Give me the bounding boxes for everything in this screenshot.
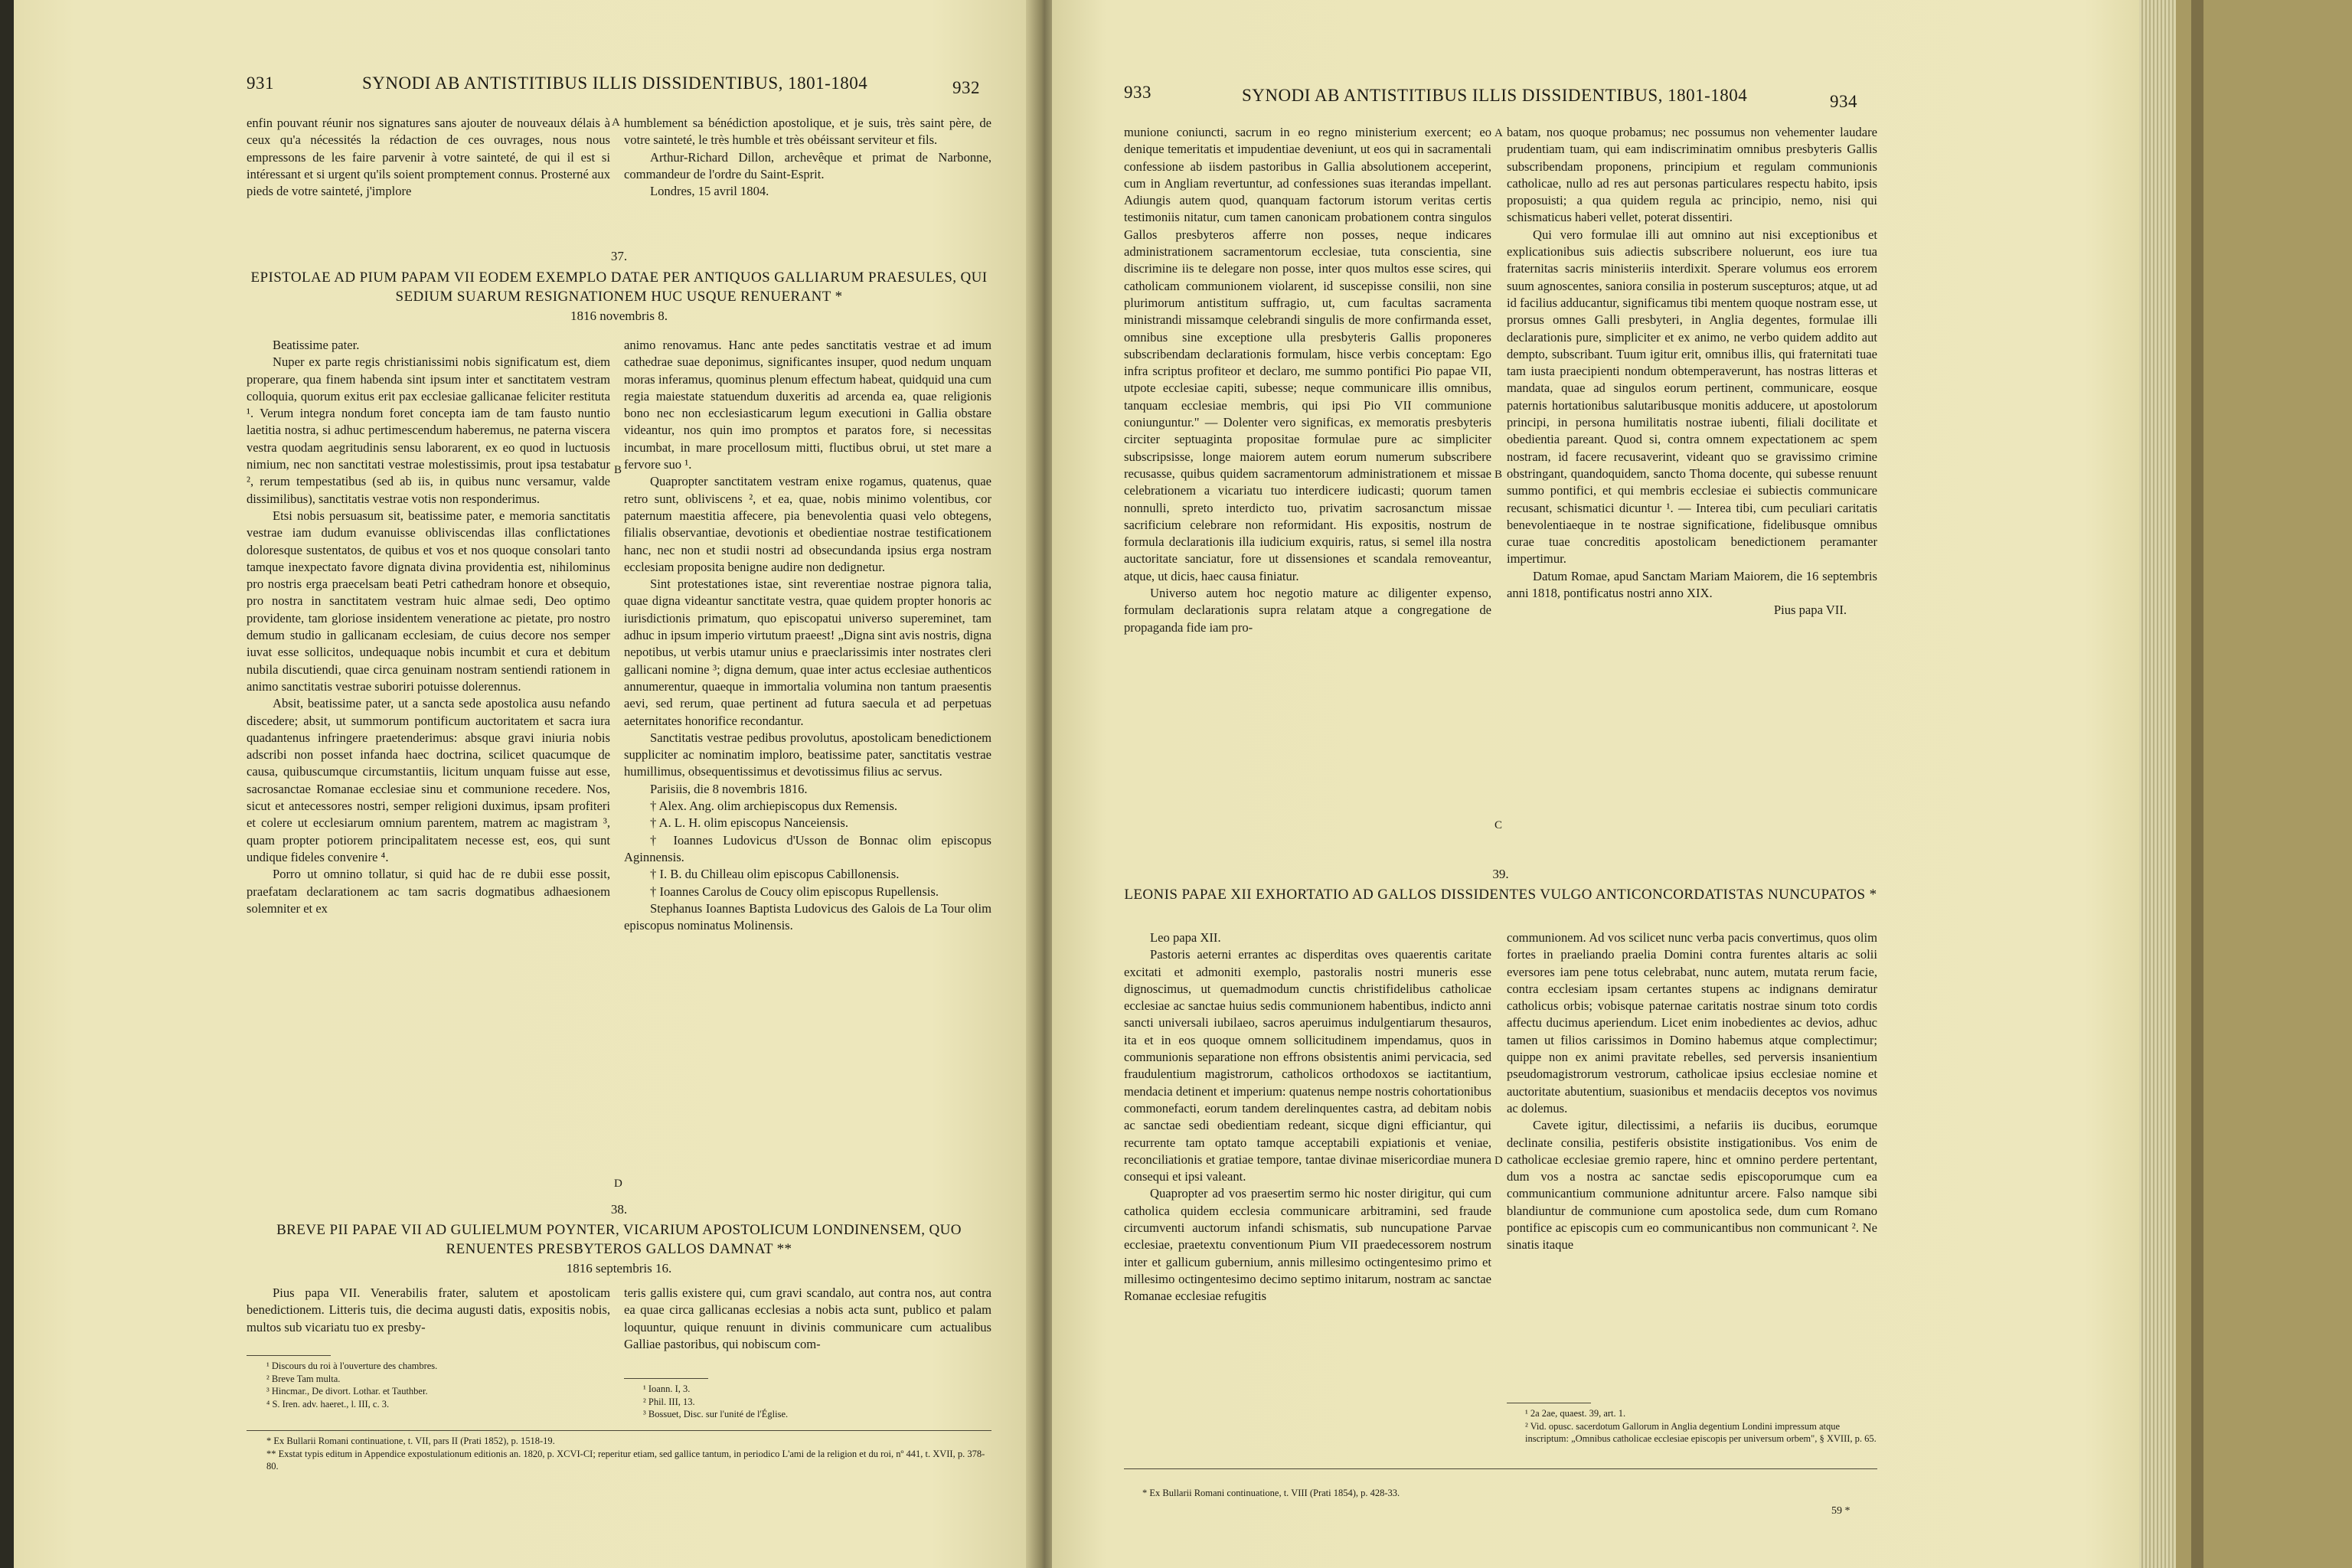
doc-37-col2	[624, 337, 991, 934]
running-title-right: SYNODI AB ANTISTITIBUS ILLIS DISSIDENTIBUS, 1801-1804	[1242, 86, 1748, 105]
dillon-signature: Arthur-Richard Dillon, archevêque et primat de Narbonne, commandeur de l'ordre du Saint-Esprit.	[624, 149, 991, 181]
margin-marker-a: A	[612, 116, 620, 129]
footnotes-right	[1507, 1407, 1877, 1446]
doc-38-col2	[624, 1285, 991, 1353]
doc-38-number: 38.	[610, 1202, 628, 1217]
paragraph: munione coniuncti, sacrum in eo regno ministerium exercent; eo denique temeritatis et impudentiae deveniunt, ut eos qui in sacramentali confessione ab iisdem pastoribus in Gallia absolutionem acceperint, cum in Angliam revertuntur, ad confessiones suas iterandas impellant. Adiungis autem quod, quanquam factorum istorum veritas certis testimoniis nitatur, cum tamen canonicam probationem contra singulos Gallos presbyteros afferre non posses, neque indicares administrationem sacramentorum ecclesiae, tuta conscientia, sine discrimine iis te delegare non posse, inter quos multos esse scires, qui catholicam communionem violarent, id suscepisse consilii, non sine plurimorum antistitum suffragio, ut, cum facultas sacramenta ministrandi missamque celebrandi singulis de more confirmanda esset, omnibus sine exceptione ulla presbyteris Gallis proponeres subscribendam declarationis formulam, hisce verbis conceptam: Ego infra scriptus profiteor et declaro, me summo pontifici Pio papae VII, utpote ecclesiae capiti, subesse; neque communicare illis omnibus, tanquam ecclesiae membris, qui ipsi Pio VII communione coniunguntur." — Dolenter vero significas, ex memoratis presbyteris circiter septuaginta propositae formulae pure ac simpliciter subscripsisse, longe maiorem autem eorum numerum subscribere recusasse, quibus quidem sacramentorum administrationem et missae celebrationem a vicariatu tuo interdicere iudicasti; quorum tamen nonnulli, spreto interdicto tuo, privatim sacrosanctum missae sacrificium celebrare non reformidant. His expositis, nostrum de formula declarationis illa iudicium exquiris, ratus, si semel illa nostra auctoritate sanciatur, fore ut dissensiones et scandala removeantur, atque, ut dicis, haec causa finiatur.	[1124, 125, 1491, 583]
footnote-source: * Ex Bullarii Romani continuatione, t. VIII (Prati 1854), p. 428-33.	[1142, 1488, 1400, 1498]
left-page	[14, 0, 1034, 1568]
footnote: ¹ Discours du roi à l'ouverture des chambres.	[266, 1361, 438, 1371]
paragraph: Quapropter sanctitatem vestram enixe rogamus, quatenus, quae retro sunt, obliviscens ², et ea, quae, nobis minimo volentibus, cor paternum maestitia affecere, pia benevolentia quasi velo obtegens, filialis observantiae, devotionis et obedientiae nostrae testificationem hanc, nec non et studii nostri ad obsecundanda ipsius erga nostram ecclesiam proposita benigne audire non dedignetur.	[624, 474, 991, 574]
paragraph: Sanctitatis vestrae pedibus provolutus, apostolicam benedictionem suppliciter ac nominatim imploro, beatissime pater, sanctitatis vestrae humillimus, obsequentissimus et devotissimus filius ac servus.	[624, 730, 991, 779]
london-date: Londres, 15 avril 1804.	[650, 184, 769, 199]
signature-mark: 59 *	[1831, 1505, 1851, 1517]
page-edges	[2139, 0, 2176, 1568]
footnote-rule-wide	[1124, 1468, 1877, 1469]
page-number-934: 934	[1830, 92, 1857, 111]
continuation-text-1: enfin pouvant réunir nos signatures sans ajouter de nouveaux délais à ceux qu'a nécessités la rédaction de ces ouvrages, nous nous empressons de les faire parvenir à votre sainteté, de qui il est si intéressant et si urgent qu'ils soient promptement connus. Prosterné aux pieds de votre sainteté, j'implore	[247, 116, 610, 199]
margin-marker-d: D	[614, 1178, 622, 1190]
footnote: ² Breve Tam multa.	[266, 1373, 341, 1384]
pius-signature: Pius papa VII.	[1773, 603, 1847, 618]
continuation-text-2: humblement sa bénédiction apostolique, et je suis, très saint père, de votre sainteté, le très humble et très obéissant serviteur et fils.	[624, 116, 991, 148]
doc-39-heading	[1124, 885, 1877, 904]
paragraph: Pius papa VII. Venerabilis frater, salutem et apostolicam benedictionem. Litteris tuis, die decima augusti datis, expositis nobis, multos sub vicariatu tuo ex presby-	[247, 1285, 610, 1334]
paragraph: Universo autem hoc negotio mature ac diligenter expenso, formulam declarationis supra relatam atque a congregatione de propaganda fide iam pro-	[1124, 586, 1491, 635]
signatory: Stephanus Ioannes Baptista Ludovicus des Galois de La Tour olim episcopus nominatus Molinensis.	[624, 900, 991, 933]
doc-38-heading	[247, 1220, 991, 1278]
doc-37-col1	[247, 337, 610, 917]
footnotes-col1	[266, 1360, 611, 1410]
footnotes-source	[247, 1435, 991, 1473]
signatory: † A. L. H. olim episcopus Nanceiensis.	[650, 815, 849, 831]
margin-marker-a: A	[1494, 127, 1503, 139]
footnote-rule	[624, 1378, 708, 1379]
footnote-rule	[247, 1355, 331, 1356]
place-date: Parisiis, die 8 novembris 1816.	[650, 781, 808, 796]
cover-binding	[2191, 0, 2203, 1568]
paragraph: Porro ut omnino tollatur, si quid hac de re dubii esse possit, praefatam declarationem ac tam sacris dogmatibus adhaesionem solemniter et ex	[247, 867, 610, 916]
continuation-col1	[247, 115, 610, 200]
right-page	[1052, 0, 2139, 1568]
doc-39-title: LEONIS PAPAE XII EXHORTATIO AD GALLOS DISSIDENTES VULGO ANTICONCORDATISTAS NUNCUPATOS *	[1124, 887, 1877, 903]
right-col1-top	[1124, 124, 1491, 636]
paragraph: Quapropter ad vos praesertim sermo hic noster dirigitur, qui cum catholica quidem ecclesia communicare arbitramini, sed fraude circumventi auctorum infandi schismatis, sub nuncupatione Parvae ecclesiae, praetextu conventionum Pium VII praedecessorem nostrum inter et gallicum gubernium, annis millesimo octingentesimo primo et millesimo octingentesimo decimo septimo initarum, nostram ac sanctae Romanae ecclesiae refugitis	[1124, 1186, 1491, 1304]
paragraph: communionem. Ad vos scilicet nunc verba pacis convertimus, quos olim fortes in praeliando praelia Domini contra furentes altaris ac solii eversores iam pene totus celebrabat, nunc autem, mutata rerum facie, contra ecclesiam ipsam certantes stupens ac indignans demiratur catholicus orbis; vobisque paternae caritatis nostrae sinum toto cordis affectu ducimus aperiendum. Licet enim inobedientes ac devios, adhuc tamen ut filios carissimos in Domino habemus atque complectimur; quippe non ex animi pravitate rebelles, sed perversis insanientium pseudomagistrorum vestrorum, catholicae ipsius ecclesiae nomine et auctoritate abutentium, suasionibus et mendaciis deceptos vos novimus ac dolemus.	[1507, 930, 1877, 1116]
footnote: ² Vid. opusc. sacerdotum Gallorum in Anglia degentium Londini impressum atque inscriptum: „Omnibus catholicae ecclesiae episcopis per universum orbem", § XVIII, p. 65.	[1525, 1420, 1877, 1444]
footnotes-col2	[643, 1383, 988, 1421]
footnote: ¹ Ioann. I, 3.	[643, 1383, 691, 1394]
doc-37-number: 37.	[610, 249, 628, 263]
doc-37-title: EPISTOLAE AD PIUM PAPAM VII EODEM EXEMPLO DATAE PER ANTIQUOS GALLIARUM PRAESULES, QUI SEDIUM SUARUM RESIGNATIONEM HUC USQUE RENUERANT *	[250, 270, 988, 305]
paragraph: animo renovamus. Hanc ante pedes sanctitatis vestrae et ad imum cathedrae suae deponimus, significantes insuper, quod nedum unquam moras inferamus, quominus plenum effectum habeat, quidquid una cum regia maiestate statuendum duxeritis ad arcenda ea, quae religionis bono nec non ecclesiasticarum legum executioni in Gallia obstare videantur, nos quin imo promptos et paratos fore, si necessitas incumbat, in mare procellosum mitti, fluctibus obrui, ut stet mare a fervore suo ¹.	[624, 338, 991, 472]
footnote-rule-wide	[247, 1430, 991, 1431]
paragraph: Pastoris aeterni errantes ac disperditas oves quaerentis caritate excitati et admoniti exemplo, pastoralis nostri muneris esse dignoscimus, ut quemadmodum cunctis christifidelibus catholicae ecclesiae ac sanctae huius sedis communionem habentibus, indicto anni sancti universali iubilaeo, sacros aperuimus indulgentiarum thesauros, ita et in eos quoque omnem sollicitudinem impendamus, quos in communionis separatione non effrons obsistentis animi pervicacia, sed fraudulentium magistrorum, catholicos orthodoxos se iactitantium, mendacia detinent et imperium: quatenus nempe nostris cohortationibus commonefacti, eorum tandem derelinquentes castra, ad debitam nobis ac sanctae sedi obedientiam redeant, sicque digni efficiantur, qui recurrente tam optato tamque acceptabili expiationis et veniae, reconciliationis et gratiae tempore, tantae divinae misericordiae munera consequi et ipsi valeant.	[1124, 947, 1491, 1184]
footnote-source: * Ex Bullarii Romani continuatione, t. VII, pars II (Prati 1852), p. 1518-19.	[266, 1436, 555, 1446]
footnote: ⁴ S. Iren. adv. haeret., l. III, c. 3.	[266, 1398, 390, 1410]
page-number-931: 931	[247, 74, 274, 93]
paragraph: Qui vero formulae illi aut omnino aut nisi exceptionibus et explicationibus suis adiectis subscribere noluerunt, eos iure tua fraternitas sacris ministeriis interdixit. Sperare volumus eos errorem suum agnoscentes, saniora consilia in posterum suscepturos; atque, ut ad id facilius adducantur, significamus tibi mentem quoque nostram esse, ut prorsus omnes Galli presbyteri, in Anglia degentes, formulae illi declarationis pure, simpliciter et ex animo, ne verbo quidem addito aut dempto, subscribant. Tuum igitur erit, omnibus illis, qui fraternitati tuae tam iusta praecipienti nondum obtemperaverunt, has nostras litteras et mandata, quae ad singulos eorum pertinent, communicare, eosque paternis hortationibus salutaribusque monitis adducere, ut apostolorum principi, in persona humilitatis nostrae iubenti, filiali docilitate et obedientia pareant. Quod si, contra omnem expectationem ac spem nostram, id facere recusaverint, videant quo se gravissimo crimine obstringant, quandoquidem, sancto Thoma docente, qui subesse renuunt summo pontifici, et qui membris ecclesiae ei subiectis communicare recusant, schismatici dicuntur ¹. — Interea tibi, cum peculiari caritatis benevolentiaeque in te nostrae significatione, fidelibusque omnibus curae tuae concreditis apostolicam benedictionem peramanter impertimur.	[1507, 227, 1877, 567]
paragraph: Cavete igitur, dilectissimi, a nefariis iis ducibus, eorumque declinate consilia, pestiferis obsistite instigationibus. Vos enim de catholicae ecclesiae gremio rapere, hinc et omnino perdere pertentant, dum vos a nostra ac sanctae sedis episcoporumque cum ea communicantium communione adnituntur arcere. Falso namque sibi blandiuntur de communione cum apostolica sede, dum cum Romano pontifice ac episcopis cum eo communicantibus non communicant ². Ne sinatis itaque	[1507, 1118, 1877, 1253]
scan-left-margin	[0, 0, 14, 1568]
footnote: ³ Bossuet, Disc. sur l'unité de l'Église.	[643, 1409, 789, 1419]
page-number-933: 933	[1124, 83, 1152, 102]
page-number-932: 932	[952, 78, 980, 97]
running-title-left: SYNODI AB ANTISTITIBUS ILLIS DISSIDENTIBUS, 1801-1804	[362, 74, 868, 93]
doc-39-col1	[1124, 929, 1491, 1305]
footnote: ¹ 2a 2ae, quaest. 39, art. 1.	[1525, 1408, 1626, 1419]
continuation-col2	[624, 115, 991, 200]
doc-38-col1	[247, 1285, 610, 1336]
paragraph: Etsi nobis persuasum sit, beatissime pater, e memoria sanctitatis vestrae iam dudum evanuisse obliviscendas illas conflictationes doloresque sustentatos, de quibus et vos et nos quoque consolari tanto tamque inexpectato favore dignata divina providentia est, nihilominus pro nostris erga praecelsam beati Petri cathedram honore et obsequio, pro nostra in sanctitatem vestram huic almae sedi, Deo optimo providente, tam gloriose insidentem veneratione ac pietate, pro nostro demum studio in gallicanam ecclesiam, de cuius decore nos semper iuvat esse sollicitos, undequaque nobis incumbit et cura et debitum nubila discutiendi, quae circa genuinam nostram sentiendi rationem in animo sanctitatis vestrae suboriri potuisse dolerennus.	[247, 508, 610, 694]
footnote: ³ Hincmar., De divort. Lothar. et Tauthber.	[266, 1386, 428, 1396]
doc-37-date: 1816 novembris 8.	[570, 309, 668, 323]
margin-marker-b: B	[1494, 469, 1503, 481]
footnote: ² Phil. III, 13.	[643, 1396, 695, 1407]
signatory: † Alex. Ang. olim archiepiscopus dux Remensis.	[650, 799, 898, 814]
book-cover	[2176, 0, 2352, 1568]
salutation: Beatissime pater.	[273, 338, 360, 352]
signatory: † I. B. du Chilleau olim episcopus Cabillonensis.	[650, 867, 900, 882]
paragraph: Absit, beatissime pater, ut a sancta sede apostolica ausu nefando discedere; absit, ut summorum pontificum auctoritatem et sacra iura quadantenus infringere praetenderimus: absque gravi iniuria nobis adscribi non posset infanda haec doctrina, scilicet quacumque de causa, quibuscumque circumstantiis, licitum unquam fuisse aut esse, sacrosanctae Romanae ecclesiae sinu et communione recedere. Nos, sicut et antecessores nostri, semper religioni duximus, ipsam profiteri et colere ut ecclesiarum omnium parentem, matrem ac magistram ³, quam propter potiorem principalitatem necesse est, eos, qui sunt undique fideles convenire ⁴.	[247, 696, 610, 864]
right-col2-top	[1507, 124, 1877, 619]
paragraph: Nuper ex parte regis christianissimi nobis significatum est, diem properare, qua finem habenda sint ipsum inter et sanctitatem vestram colloquia, quorum exitus erit pax ecclesiae gallicanae feliciter restituta ¹. Verum integra nondum foret concepta iam de tam fausto nuntio laetitia nostra, si adhuc pertimescendum haberemus, ne paterna viscera vestra quodam aegritudinis sensu laborarent, ex eo quod in luctuosis nimium, nec non sanctitati vestrae molestissimis, prout ipsa testabatur ², rerum tempestatibus (sed ab iis, in quibus nunc versamur, valde dissimilibus), sanctitatis vestrae votis non responderimus.	[247, 354, 610, 506]
paragraph: Sint protestationes istae, sint reverentiae nostrae pignora talia, quae digna videantur sanctitate vestra, quae quidem propter honoris ac iurisdictionis primatum, quo episcopatui universo supereminet, tam adhuc in ipsum imperio virtutum praeest! „Digna sint avis nostris, digna nepotibus, ut verbis utamur unius e praeclarissimis inter nostrates cleri gallicani nomine ³; digna demum, quae inter actus ecclesiae authenticos annumerentur, quaeque in immortalia volumina non tantum praesentis aevi, sed rerum, quae pertinent ad futura saecula et ad perpetuas aeternitates honorifice recondantur.	[624, 577, 991, 728]
signatory: † Ioannes Ludovicus d'Usson de Bonnac olim episcopus Aginnensis.	[624, 832, 991, 864]
doc-39-col2	[1507, 929, 1877, 1254]
doc-38-date: 1816 septembris 16.	[566, 1261, 672, 1276]
doc-37-heading	[247, 268, 991, 325]
paragraph: Datum Romae, apud Sanctam Mariam Maiorem, die 16 septembris anni 1818, pontificatus nostri anno XIX.	[1507, 568, 1877, 601]
salutation: Leo papa XII.	[1150, 930, 1221, 945]
margin-marker-d: D	[1494, 1155, 1503, 1167]
footnote-source: ** Exstat typis editum in Appendice expostulationum editionis an. 1820, p. XCVI-CI; reperitur etiam, sed gallice tantum, in periodico L'ami de la religion et du roi, nº 441, t. XVII, p. 378-80.	[266, 1448, 985, 1472]
signatory: † Ioannes Carolus de Coucy olim episcopus Rupellensis.	[650, 884, 939, 899]
margin-marker-b: B	[614, 464, 622, 476]
paragraph: teris gallis existere qui, cum gravi scandalo, aut contra nos, aut contra ea quae circa gallicanas ecclesias a nobis acta sunt, publico et palam loquuntur, quique renuunt in divinis communicare cum actualibus Galliae pastoribus, qui nobiscum com-	[624, 1285, 991, 1351]
margin-marker-c: C	[1494, 819, 1503, 831]
doc-39-number: 39.	[1492, 867, 1509, 881]
paragraph: batam, nos quoque probamus; nec possumus non vehementer laudare prudentiam tuam, qui eam indiscriminatim omnibus presbyteris Gallis subscribendam proponens, principium et regulam communionis catholicae, nullo ad res aut personas particulares respectu habito, ipsis proposuisti; a qua quidem regula ac principio, nemo, nisi qui schismaticus haberi vellet, poterat dissentiri.	[1507, 125, 1877, 225]
doc-38-title: BREVE PII PAPAE VII AD GULIELMUM POYNTER, VICARIUM APOSTOLICUM LONDINENSEM, QUO RENUENTES PRESBYTEROS GALLOS DAMNAT **	[276, 1222, 962, 1257]
